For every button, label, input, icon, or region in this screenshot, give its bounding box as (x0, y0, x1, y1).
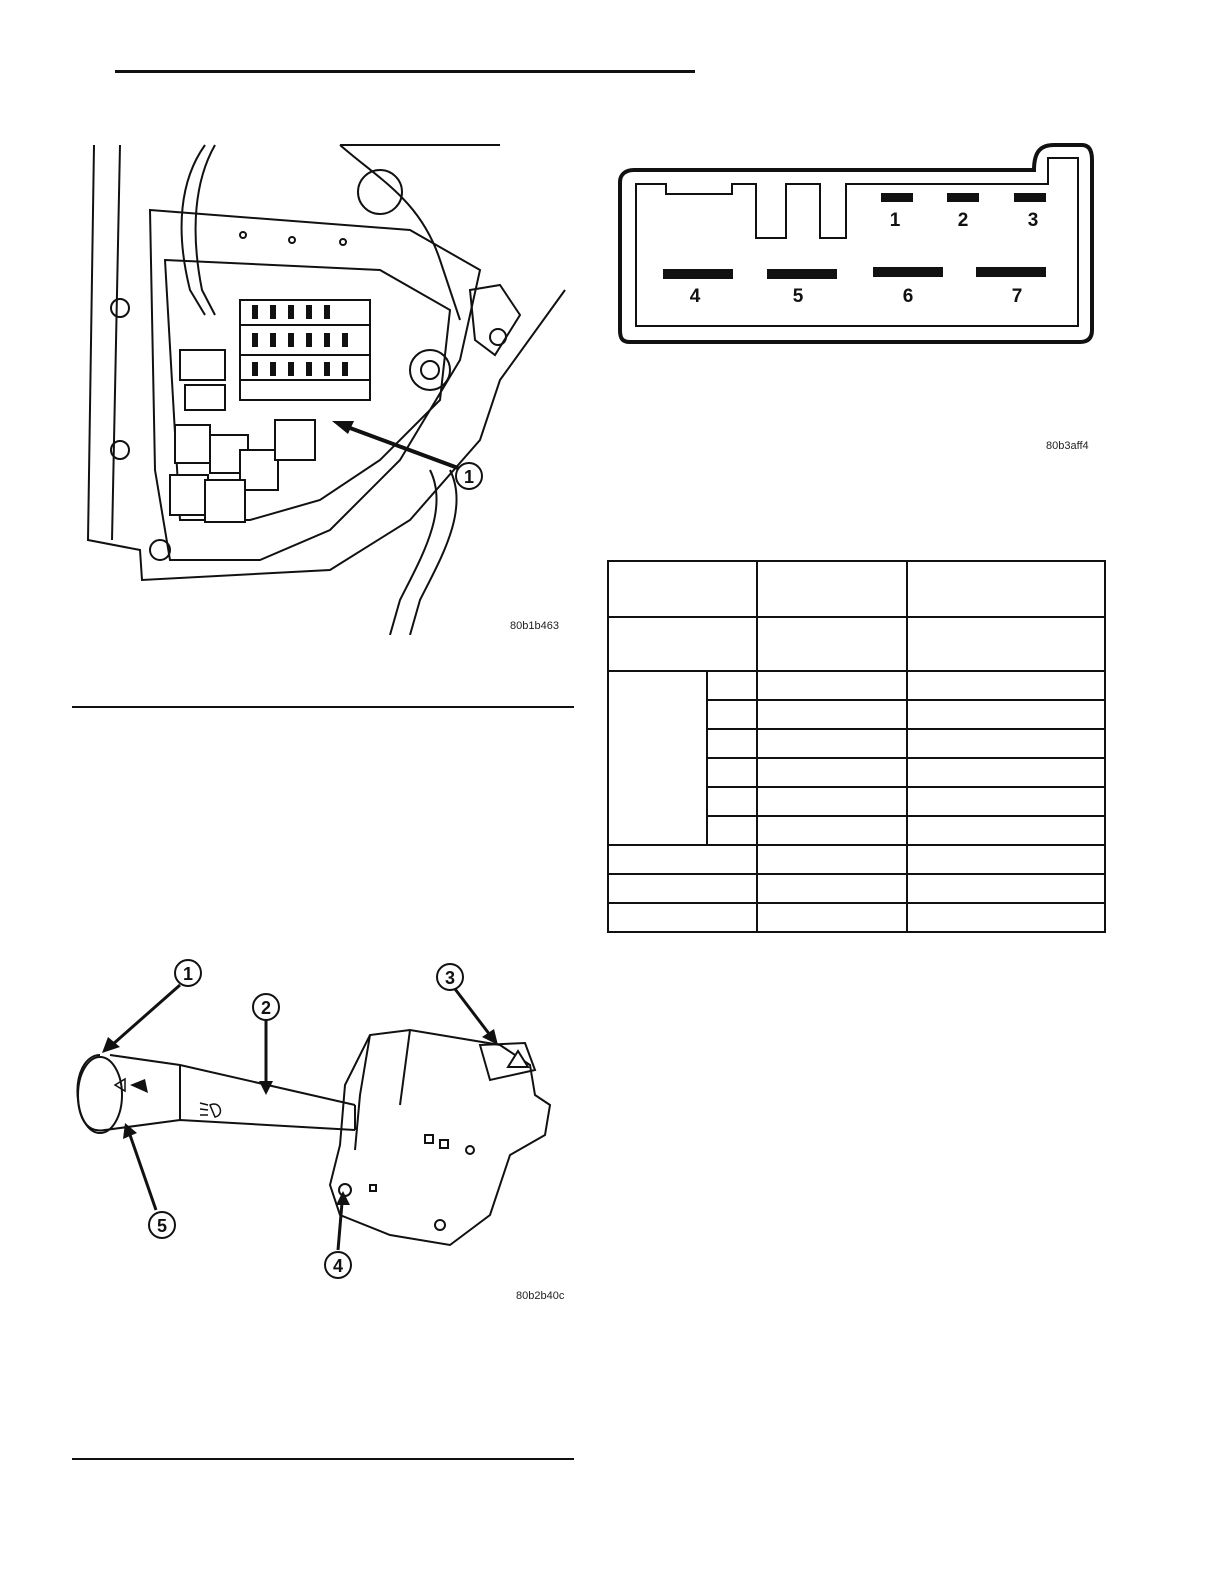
table-cell (907, 903, 1105, 932)
table-cell (707, 816, 757, 845)
table-cell (907, 787, 1105, 816)
switch-test-table (607, 560, 1106, 933)
pin-label-1: 1 (889, 210, 901, 231)
pin-label-7: 7 (1011, 286, 1023, 307)
pin-contact-6 (873, 267, 943, 277)
arrow-callout-icon (332, 421, 458, 468)
pin-label-5: 5 (792, 286, 804, 307)
switch-callout-4: 4 (332, 1256, 344, 1276)
fuse-block-figure (80, 140, 570, 635)
header-rule (115, 70, 695, 73)
switch-callout-3: 3 (444, 968, 456, 988)
pin-contact-2 (947, 193, 979, 202)
table-cell (757, 758, 907, 787)
fuse-block-callout-1: 1 (463, 467, 475, 487)
table-cell (907, 617, 1105, 671)
switch-callout-2: 2 (260, 998, 272, 1018)
table-cell (608, 874, 757, 903)
table-cell (907, 758, 1105, 787)
table-cell (757, 874, 907, 903)
table-cell (907, 816, 1105, 845)
figure-id-fuse-block: 80b1b463 (510, 620, 559, 632)
headlamp-icon (200, 1103, 220, 1117)
table-cell (757, 561, 907, 617)
table-cell (757, 700, 907, 729)
pin-contact-4 (663, 269, 733, 279)
table-cell (608, 671, 707, 845)
table-cell (757, 845, 907, 874)
figure-id-switch: 80b2b40c (516, 1290, 565, 1302)
table-cell (707, 671, 757, 700)
section-rule-2 (72, 1458, 574, 1460)
pin-label-2: 2 (957, 210, 969, 231)
table-row (608, 671, 1105, 700)
table-cell (907, 729, 1105, 758)
pin-contact-3 (1014, 193, 1046, 202)
section-rule-1 (72, 706, 574, 708)
connector-outline (614, 140, 1096, 346)
table-cell (608, 903, 757, 932)
switch-callout-5: 5 (156, 1216, 168, 1236)
table-cell (608, 561, 757, 617)
table-cell (907, 561, 1105, 617)
fuse-block-illustration (80, 140, 570, 635)
table-cell (608, 617, 757, 671)
pin-contact-1 (881, 193, 913, 202)
table-cell (757, 729, 907, 758)
switch-callout-1: 1 (182, 964, 194, 984)
pin-contact-5 (767, 269, 837, 279)
table-cell (707, 787, 757, 816)
switch-illustration (70, 955, 570, 1285)
table-cell (707, 758, 757, 787)
table-cell (907, 671, 1105, 700)
arrow-callout-icon (102, 1029, 498, 1205)
pin-label-3: 3 (1027, 210, 1039, 231)
pin-label-4: 4 (689, 286, 701, 307)
table-row (608, 561, 1105, 617)
connector-figure (614, 140, 1096, 346)
table-row (608, 617, 1105, 671)
table-cell (757, 903, 907, 932)
table-cell (757, 671, 907, 700)
table-cell (757, 816, 907, 845)
table-row (608, 903, 1105, 932)
figure-id-connector: 80b3aff4 (1046, 440, 1089, 452)
pin-contact-7 (976, 267, 1046, 277)
table-cell (707, 729, 757, 758)
table-row (608, 874, 1105, 903)
wiper-icon (130, 1079, 148, 1093)
table-cell (608, 845, 757, 874)
table-cell (907, 845, 1105, 874)
table-cell (757, 617, 907, 671)
pin-label-6: 6 (902, 286, 914, 307)
table-row (608, 845, 1105, 874)
table-cell (907, 700, 1105, 729)
table-cell (757, 787, 907, 816)
table-cell (907, 874, 1105, 903)
switch-figure (70, 955, 570, 1285)
table-cell (707, 700, 757, 729)
